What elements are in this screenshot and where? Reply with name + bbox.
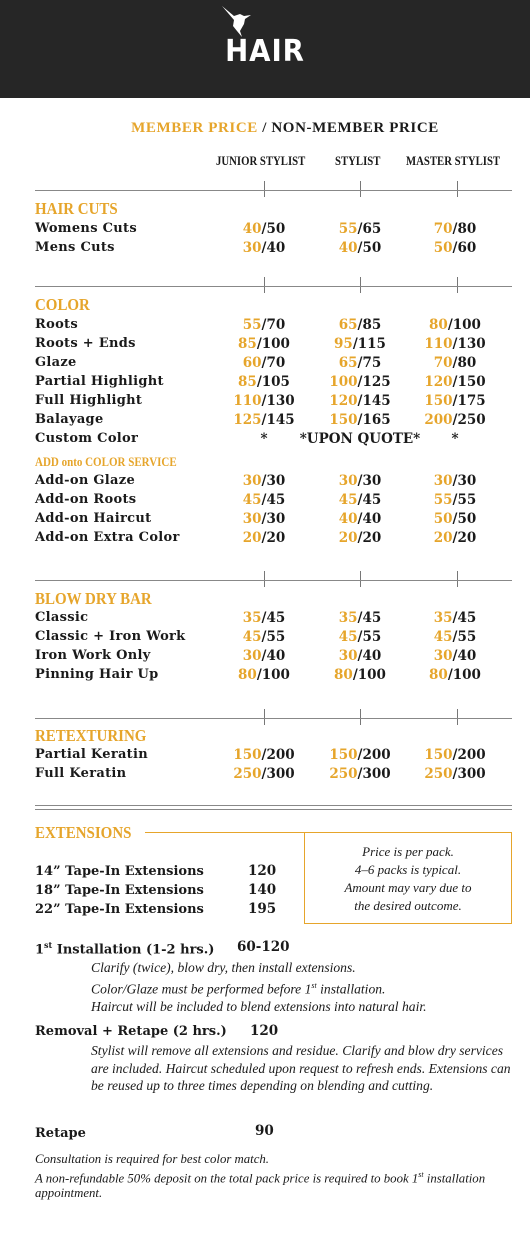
section-rule [35, 809, 512, 810]
service-name: Classic + Iron Work [35, 629, 186, 644]
price-stylist: 35/45 [338, 610, 382, 626]
price-master: 80/100 [429, 317, 481, 333]
price-stylist: 65/85 [338, 317, 382, 333]
service-name: Custom Color [35, 431, 139, 446]
first-installation-label: 1st Installation (1-2 hrs.) [35, 940, 215, 958]
service-name: Balayage [35, 412, 104, 427]
price-junior: 150/200 [233, 747, 295, 763]
price-junior: 80/100 [238, 667, 290, 683]
price-junior: 85/100 [238, 336, 290, 352]
service-name: Add-on Extra Color [35, 530, 180, 545]
price-master: 30/30 [433, 473, 477, 489]
extension-name: 14” Tape-In Extensions [35, 864, 204, 879]
service-name: Classic [35, 610, 89, 625]
member-price-label: MEMBER PRICE [131, 120, 258, 136]
price-master: 35/45 [433, 610, 477, 626]
price-stylist: 150/165 [329, 412, 391, 428]
service-name: Add-on Haircut [35, 511, 152, 526]
table-row [0, 412, 530, 431]
price-junior: 85/105 [238, 374, 290, 390]
section-rule [35, 286, 512, 287]
price-stylist: 150/200 [329, 747, 391, 763]
price-junior: 30/40 [242, 240, 286, 256]
price-junior: 40/50 [242, 221, 286, 237]
price-stylist: 80/100 [334, 667, 386, 683]
service-name: Partial Keratin [35, 747, 148, 762]
column-header-junior: JUNIOR STYLIST [216, 154, 306, 168]
price-junior: 45/45 [242, 492, 286, 508]
price-stylist: 65/75 [338, 355, 382, 371]
price-junior: 45/55 [242, 629, 286, 645]
service-name: Womens Cuts [35, 221, 137, 236]
price-master: 50/60 [433, 240, 477, 256]
price-stylist: 30/40 [338, 648, 382, 664]
price-master: * [451, 431, 459, 447]
price-stylist: 20/20 [338, 530, 382, 546]
removal-retape-label: Removal + Retape (2 hrs.) [35, 1024, 227, 1039]
service-name: Iron Work Only [35, 648, 151, 663]
price-master: 120/150 [424, 374, 486, 390]
removal-retape-price: 120 [250, 1023, 279, 1039]
price-stylist: 55/65 [338, 221, 382, 237]
extension-name: 18” Tape-In Extensions [35, 883, 204, 898]
section-title-extensions: EXTENSIONS [35, 823, 132, 842]
extension-price: 140 [248, 882, 277, 898]
retape-price: 90 [255, 1123, 274, 1139]
table-row [0, 240, 530, 259]
column-divider [457, 277, 458, 293]
column-header-stylist: STYLIST [335, 154, 381, 168]
upon-quote-label: *UPON QUOTE* [299, 431, 421, 447]
service-name: Roots [35, 317, 78, 332]
price-master: 150/175 [424, 393, 486, 409]
price-master: 45/55 [433, 629, 477, 645]
footer-note: Consultation is required for best color match. A non-refundable 50% deposit on the total pack price is required to book 1st installation appointment. [35, 1152, 486, 1201]
extension-price: 195 [248, 901, 277, 917]
section-title-retexturing: RETEXTURING [35, 726, 147, 745]
price-stylist: 100/125 [329, 374, 391, 390]
table-row [0, 336, 530, 355]
retape-label: Retape [35, 1126, 86, 1141]
price-master: 20/20 [433, 530, 477, 546]
table-row [0, 511, 530, 530]
price-junior: 110/130 [233, 393, 295, 409]
table-row [0, 629, 530, 648]
price-junior: 30/30 [242, 473, 286, 489]
table-row [0, 431, 530, 450]
section-rule [35, 718, 512, 719]
price-stylist: 120/145 [329, 393, 391, 409]
column-divider [360, 181, 361, 197]
price-junior: 35/45 [242, 610, 286, 626]
column-divider [457, 709, 458, 725]
price-legend [0, 120, 530, 137]
price-master: 70/80 [433, 355, 477, 371]
section-rule [35, 190, 512, 191]
table-row [0, 355, 530, 374]
price-junior: 30/30 [242, 511, 286, 527]
price-junior: 60/70 [242, 355, 286, 371]
column-divider [264, 277, 265, 293]
price-stylist: 45/55 [338, 629, 382, 645]
price-master: 150/200 [424, 747, 486, 763]
price-stylist: 40/40 [338, 511, 382, 527]
service-name: Add-on Glaze [35, 473, 136, 488]
extension-price: 120 [248, 863, 277, 879]
price-master: 110/130 [424, 336, 486, 352]
service-name: Mens Cuts [35, 240, 115, 255]
table-row [0, 221, 530, 240]
section-title-haircuts: HAIR CUTS [35, 199, 118, 218]
hummingbird-icon [220, 4, 252, 38]
price-stylist: 30/30 [338, 473, 382, 489]
price-junior: 125/145 [233, 412, 295, 428]
table-row [0, 610, 530, 629]
header [0, 0, 530, 98]
price-master: 250/300 [424, 766, 486, 782]
price-master: 50/50 [433, 511, 477, 527]
service-name: Glaze [35, 355, 77, 370]
column-divider [360, 571, 361, 587]
price-stylist: 45/45 [338, 492, 382, 508]
section-rule [35, 580, 512, 581]
section-title-blowdry: BLOW DRY BAR [35, 589, 152, 608]
service-name: Pinning Hair Up [35, 667, 159, 682]
price-master: 55/55 [433, 492, 477, 508]
price-junior: 250/300 [233, 766, 295, 782]
table-row [0, 667, 530, 686]
price-master: 200/250 [424, 412, 486, 428]
table-row [0, 374, 530, 393]
extension-name: 22” Tape-In Extensions [35, 902, 204, 917]
column-divider [264, 181, 265, 197]
price-stylist: 250/300 [329, 766, 391, 782]
table-row [0, 766, 530, 785]
column-header-master: MASTER STYLIST [406, 154, 501, 168]
page-title: HAIR [225, 34, 305, 69]
price-master: 80/100 [429, 667, 481, 683]
column-divider [457, 571, 458, 587]
table-row [0, 492, 530, 511]
addon-subtitle: ADD onto COLOR SERVICE [35, 455, 177, 469]
table-row [0, 530, 530, 549]
price-master: 70/80 [433, 221, 477, 237]
service-name: Add-on Roots [35, 492, 137, 507]
table-row [0, 747, 530, 766]
price-junior: 30/40 [242, 648, 286, 664]
first-installation-price: 60-120 [237, 939, 290, 955]
service-name: Full Keratin [35, 766, 127, 781]
price-junior: 20/20 [242, 530, 286, 546]
service-name: Roots + Ends [35, 336, 136, 351]
first-installation-description: Clarify (twice), blow dry, then install extensions. Color/Glaze must be performed before 1st installation. Haircut will be included to blend extensions into natural hair. [91, 960, 427, 1014]
column-divider [360, 709, 361, 725]
column-divider [457, 181, 458, 197]
table-row [0, 648, 530, 667]
column-divider [264, 709, 265, 725]
price-junior: 55/70 [242, 317, 286, 333]
column-divider [360, 277, 361, 293]
removal-retape-description: Stylist will remove all extensions and residue. Clarify and blow dry services are included. Haircut scheduled upon request to refresh ends. Extensions can be reused up to three times depending on blending and cutting. [91, 1043, 511, 1093]
service-name: Partial Highlight [35, 374, 164, 389]
extensions-note: Price is per pack. 4–6 packs is typical. Amount may vary due to the desired outcome. [344, 844, 472, 913]
price-stylist: 95/115 [334, 336, 386, 352]
price-stylist: 40/50 [338, 240, 382, 256]
section-rule [35, 805, 512, 806]
price-master: 30/40 [433, 648, 477, 664]
non-member-price-label: / NON-MEMBER PRICE [257, 120, 439, 136]
price-junior: * [260, 431, 268, 447]
service-name: Full Highlight [35, 393, 143, 408]
table-row [0, 473, 530, 492]
section-title-color: COLOR [35, 295, 90, 314]
column-divider [264, 571, 265, 587]
table-row [0, 317, 530, 336]
table-row [0, 393, 530, 412]
